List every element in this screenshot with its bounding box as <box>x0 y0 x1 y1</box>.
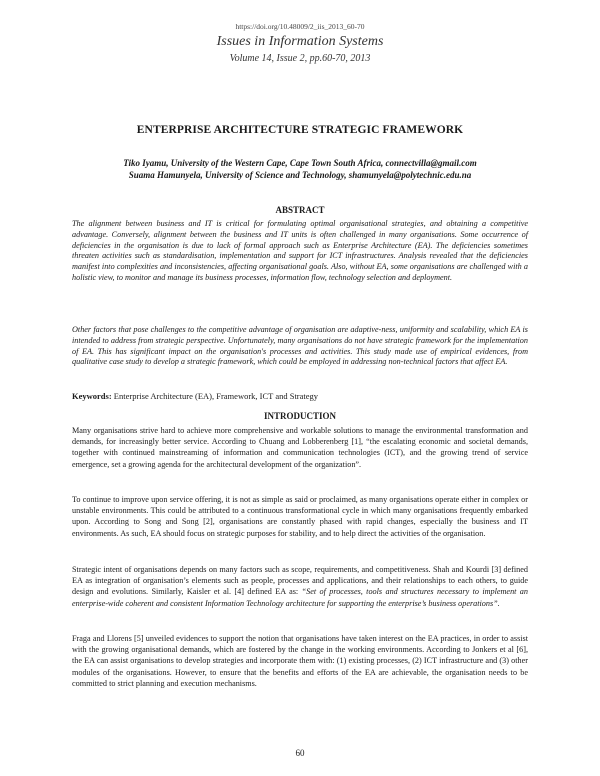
intro-paragraph-1: Many organisations strive hard to achieve more comprehensive and workable solutions to manage the environmental transformation and demands, for increasingly better service. According to Chuang and Lobberenberg [1], “the escalating economic and societal demands, together with continued mainstreaming of information and communication technologies (ICT), and the growing trend of service emergence, set a growing agenda for the architectural development of the organization”. <box>72 426 528 469</box>
paper-title: ENTERPRISE ARCHITECTURE STRATEGIC FRAMEWORK <box>136 124 464 136</box>
intro-paragraph-3-text: Strategic intent of organisations depends on many factors such as scope, requirements, and competitiveness. Shah and Kourdi [3] defined EA as integration of organisation’s elements such as people, processes and applications, and their relationships to each others, to guide design and evolutions. Similarly, Kaisler et al. [4] defined EA as: <box>72 565 528 597</box>
author-line-1: Tiko Iyamu, University of the Western Cape, Cape Town South Africa, connectvilla@gmail.com <box>123 158 477 168</box>
page-number: 60 <box>295 748 305 758</box>
intro-paragraph-4: Fraga and Llorens [5] unveiled evidences to support the notion that organisations have taken interest on the EA practices, in order to assist with the growing organisational demands, which are fostered by the change in the working environments. According to Jonkers et al [6], the EA can assist organisations to develop strategies and incorporate them with: (1) existing processes, (2) ICT infrastructure and (3) other modules of the organisations. However, to ensure that the benefits and efforts of the EA are achievable, the organisation needs to be committed to strict planning and execution mechanisms. <box>72 634 528 688</box>
author-line-2: Suama Hamunyela, University of Science and Technology, shamunyela@polytechnic.edu.na <box>128 170 472 180</box>
introduction-heading: INTRODUCTION <box>263 411 336 421</box>
abstract-paragraph-1: The alignment between business and IT is critical for formulating optimal organisational strategies, and obtaining a competitive advantage. Conversely, alignment between the business and IT units is often challenged in many organisations. Some occurrence of deficiencies in the organisation is due to lack of formal approach such as Enterprise Architecture (EA). The deficiencies sometimes threaten activities such as standardisation, implementation and support for ICT infrastructures. Analysis revealed that the deficiencies manifest into complexities and inconsistencies, affecting organisational goals. Also, without EA, some organisations are challenged with a holistic view, to monitor and manage its business processes, information flow, technology selection and deployment. <box>72 219 528 282</box>
author-block <box>0 157 600 181</box>
intro-paragraph-2: To continue to improve upon service offering, it is not as simple as said or proclaimed, as many organisations operate either in complex or unstable environments. This could be attributed to a continuous transformational cycle in which many organisations frequently embarked upon. According to Song and Song [2], organisations are constantly phased with rapid changes, especially the business and IT environments. As such, EA should focus on strategic purposes for stability, and to help direct the activities of the organisation. <box>72 495 528 538</box>
abstract-paragraph-2: Other factors that pose challenges to the competitive advantage of organisation are adaptive-ness, uniformity and scalability, which EA is intended to address from strategic perspective. Unfortunately, many organisations do not have strategic framework for the implementation of EA. This has significant impact on the organisation's processes and activities. This study made use of empirical evidences, from qualitative case study to develop a strategic framework, which could be employed in addressing non-technical factors that affect EA. <box>72 325 528 367</box>
intro-paragraph-3-quote: “Set of processes, tools and structures necessary to implement an enterprise-wide coherent and consistent Information Technology architecture for supporting the enterprise’s business operations”. <box>72 587 528 608</box>
keywords-label: Keywords: <box>72 391 112 401</box>
journal-title: Issues in Information Systems <box>216 34 384 49</box>
intro-paragraph-3 <box>72 564 528 609</box>
doi-link[interactable]: https://doi.org/10.48009/2_iis_2013_60-70 <box>235 22 365 31</box>
abstract-heading: ABSTRACT <box>275 205 325 215</box>
keywords-text: Enterprise Architecture (EA), Framework, ICT and Strategy <box>111 391 319 401</box>
keywords-line <box>72 391 528 401</box>
volume-info: Volume 14, Issue 2, pp.60-70, 2013 <box>229 53 371 64</box>
